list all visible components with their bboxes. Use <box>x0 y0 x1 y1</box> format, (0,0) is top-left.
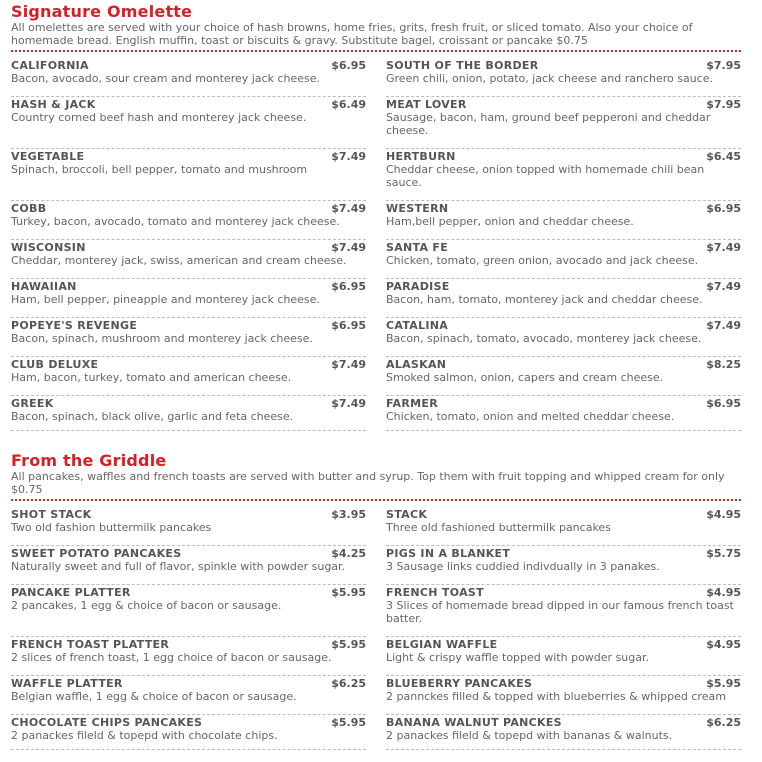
menu-item <box>386 638 741 676</box>
menu-item-desc: Ham, bacon, turkey, tomato and american cheese. <box>11 371 292 384</box>
menu-item-name: HASH & JACK <box>11 98 96 111</box>
menu-item-price: $6.95 <box>706 397 741 410</box>
menu-item-desc: 2 pannckes filled & topped with blueberries & whipped cream <box>386 690 726 703</box>
menu-item-price: $5.95 <box>331 638 366 651</box>
menu-item-desc: 2 panackes fileld & topepd with bananas & walnuts. <box>386 729 673 742</box>
menu-item-name: VEGETABLE <box>11 150 85 163</box>
menu-item-price: $6.95 <box>331 59 366 72</box>
menu-item-name: HERTBURN <box>386 150 456 163</box>
menu-item-name: GREEK <box>11 397 54 410</box>
menu-item <box>386 508 741 546</box>
menu-item-desc: Bacon, spinach, black olive, garlic and feta cheese. <box>11 410 294 423</box>
menu-item-price: $7.95 <box>706 98 741 111</box>
menu-item-name: FRENCH TOAST PLATTER <box>11 638 170 651</box>
section-intro-griddle: All pancakes, waffles and french toasts are served with butter and syrup. Top them with fruit topping and whipped cream for only $0.75 <box>11 470 725 496</box>
menu-item <box>11 59 366 97</box>
menu-item-name: COBB <box>11 202 47 215</box>
menu-item-name: BLUEBERRY PANCAKES <box>386 677 533 690</box>
menu-item-price: $6.95 <box>706 202 741 215</box>
section-divider <box>11 50 741 52</box>
menu-item-name: WISCONSIN <box>11 241 86 254</box>
menu-item <box>386 241 741 279</box>
menu-item-name: WESTERN <box>386 202 449 215</box>
menu-item-name: WAFFLE PLATTER <box>11 677 123 690</box>
menu-item-price: $5.95 <box>331 586 366 599</box>
menu-item-desc: Light & crispy waffle topped with powder sugar. <box>386 651 650 664</box>
menu-item-name: BELGIAN WAFFLE <box>386 638 498 651</box>
menu-item-price: $7.49 <box>331 358 366 371</box>
menu-item-price: $7.49 <box>331 150 366 163</box>
menu-item-name: STACK <box>386 508 428 521</box>
menu-item-name: PARADISE <box>386 280 450 293</box>
menu-item-desc: Ham,bell pepper, onion and cheddar cheese. <box>386 215 634 228</box>
menu-item-desc: 2 slices of french toast, 1 egg choice of bacon or sausage. <box>11 651 332 664</box>
menu-item-name: SANTA FE <box>386 241 449 254</box>
menu-item-desc: 3 Slices of homemade bread dipped in our famous french toast batter. <box>386 599 734 625</box>
menu-item <box>11 547 366 585</box>
menu-item-price: $4.95 <box>706 638 741 651</box>
menu-item <box>11 98 366 149</box>
menu-item-price: $4.95 <box>706 508 741 521</box>
menu-item-price: $7.95 <box>706 59 741 72</box>
menu-item-price: $7.49 <box>706 319 741 332</box>
menu-item-price: $7.49 <box>331 241 366 254</box>
menu-item <box>386 397 741 431</box>
menu-item-name: SWEET POTATO PANCAKES <box>11 547 182 560</box>
menu-item-name: MEAT LOVER <box>386 98 467 111</box>
menu-item-desc: 2 panackes fileld & topepd with chocolate chips. <box>11 729 278 742</box>
menu-item-price: $3.95 <box>331 508 366 521</box>
menu-item-desc: Spinach, broccoli, bell pepper, tomato and mushroom <box>11 163 308 176</box>
menu-item-name: HAWAIIAN <box>11 280 77 293</box>
menu-item <box>11 638 366 676</box>
menu-item-desc: Belgian waffle, 1 egg & choice of bacon or sausage. <box>11 690 297 703</box>
menu-item-price: $6.45 <box>706 150 741 163</box>
menu-item-price: $6.95 <box>331 280 366 293</box>
menu-item-name: BANANA WALNUT PANCKES <box>386 716 562 729</box>
menu-item-desc: Green chili, onion, potato, jack cheese and ranchero sauce. <box>386 72 713 85</box>
menu-item-desc: Turkey, bacon, avocado, tomato and monterey jack cheese. <box>11 215 340 228</box>
menu-item <box>386 319 741 357</box>
menu-item-desc: Cheddar cheese, onion topped with homemade chili bean sauce. <box>386 163 705 189</box>
menu-item <box>11 202 366 240</box>
menu-item-price: $7.49 <box>706 241 741 254</box>
menu-item <box>386 358 741 396</box>
section-title-omelette: Signature Omelette <box>11 2 193 21</box>
menu-item-price: $8.25 <box>706 358 741 371</box>
menu-item-name: CALIFORNIA <box>11 59 89 72</box>
menu-item <box>386 280 741 318</box>
section-intro-omelette: All omelettes are served with your choice of hash browns, home fries, grits, fresh fruit, or sliced tomato. Also your choice of homemade bread. English muffin, toast or biscuits & gravy. Substitute bagel, croissant or pancake $0.75 <box>11 21 693 47</box>
menu-item-desc: Cheddar, monterey jack, swiss, american and cream cheese. <box>11 254 347 267</box>
menu-item <box>386 586 741 637</box>
menu-item <box>11 397 366 431</box>
menu-item-desc: 3 Sausage links cuddied indivdually in 3 panakes. <box>386 560 660 573</box>
menu-item-price: $6.25 <box>706 716 741 729</box>
menu-item <box>11 586 366 637</box>
menu-item <box>11 150 366 201</box>
menu-item <box>11 508 366 546</box>
menu-item <box>386 98 741 149</box>
menu-item-price: $6.25 <box>331 677 366 690</box>
menu-item-desc: 2 pancakes, 1 egg & choice of bacon or sausage. <box>11 599 282 612</box>
menu-item-name: CHOCOLATE CHIPS PANCAKES <box>11 716 203 729</box>
menu-item-price: $7.49 <box>706 280 741 293</box>
menu-item <box>11 241 366 279</box>
menu-item <box>11 280 366 318</box>
menu-item-desc: Country corned beef hash and monterey jack cheese. <box>11 111 307 124</box>
menu-item-desc: Bacon, avocado, sour cream and monterey jack cheese. <box>11 72 321 85</box>
menu-item-name: FRENCH TOAST <box>386 586 484 599</box>
menu-item <box>386 59 741 97</box>
menu-item <box>11 358 366 396</box>
menu-item-desc: Bacon, spinach, mushroom and monterey jack cheese. <box>11 332 313 345</box>
menu-item <box>386 150 741 201</box>
menu-item-price: $5.95 <box>706 677 741 690</box>
menu-item-desc: Three old fashioned buttermilk pancakes <box>386 521 611 534</box>
menu-item-name: POPEYE'S REVENGE <box>11 319 138 332</box>
menu-item-price: $6.49 <box>331 98 366 111</box>
menu-item-desc: Bacon, spinach, tomato, avocado, monterey jack cheese. <box>386 332 702 345</box>
menu-item-price: $7.49 <box>331 202 366 215</box>
menu-item-desc: Ham, bell pepper, pineapple and monterey jack cheese. <box>11 293 320 306</box>
menu-item-price: $5.75 <box>706 547 741 560</box>
section-divider <box>11 499 741 501</box>
menu-item-desc: Chicken, tomato, onion and melted cheddar cheese. <box>386 410 675 423</box>
menu-item-price: $7.49 <box>331 397 366 410</box>
menu-item-desc: Sausage, bacon, ham, ground beef pepperoni and cheddar cheese. <box>386 111 711 137</box>
menu-item-desc: Smoked salmon, onion, capers and cream cheese. <box>386 371 664 384</box>
menu-item-desc: Two old fashion buttermilk pancakes <box>11 521 212 534</box>
menu-item-name: SOUTH OF THE BORDER <box>386 59 539 72</box>
menu-item-name: ALASKAN <box>386 358 447 371</box>
menu-item <box>386 716 741 750</box>
menu-item-price: $6.95 <box>331 319 366 332</box>
menu-item <box>386 547 741 585</box>
menu-item <box>11 319 366 357</box>
menu-item <box>386 677 741 715</box>
menu-item-desc: Chicken, tomato, green onion, avocado and jack cheese. <box>386 254 699 267</box>
menu-item-price: $4.25 <box>331 547 366 560</box>
menu-item-name: CLUB DELUXE <box>11 358 99 371</box>
menu-item-price: $5.95 <box>331 716 366 729</box>
menu-item-desc: Bacon, ham, tomato, monterey jack and cheddar cheese. <box>386 293 703 306</box>
menu-item-name: FARMER <box>386 397 438 410</box>
section-title-griddle: From the Griddle <box>11 451 167 470</box>
menu-item-price: $4.95 <box>706 586 741 599</box>
menu-item-name: SHOT STACK <box>11 508 92 521</box>
menu-item-name: PIGS IN A BLANKET <box>386 547 511 560</box>
menu-item <box>386 202 741 240</box>
menu-item-name: PANCAKE PLATTER <box>11 586 131 599</box>
menu-item <box>11 716 366 750</box>
menu-item-name: CATALINA <box>386 319 449 332</box>
menu-item-desc: Naturally sweet and full of flavor, spinkle with powder sugar. <box>11 560 346 573</box>
menu-item <box>11 677 366 715</box>
